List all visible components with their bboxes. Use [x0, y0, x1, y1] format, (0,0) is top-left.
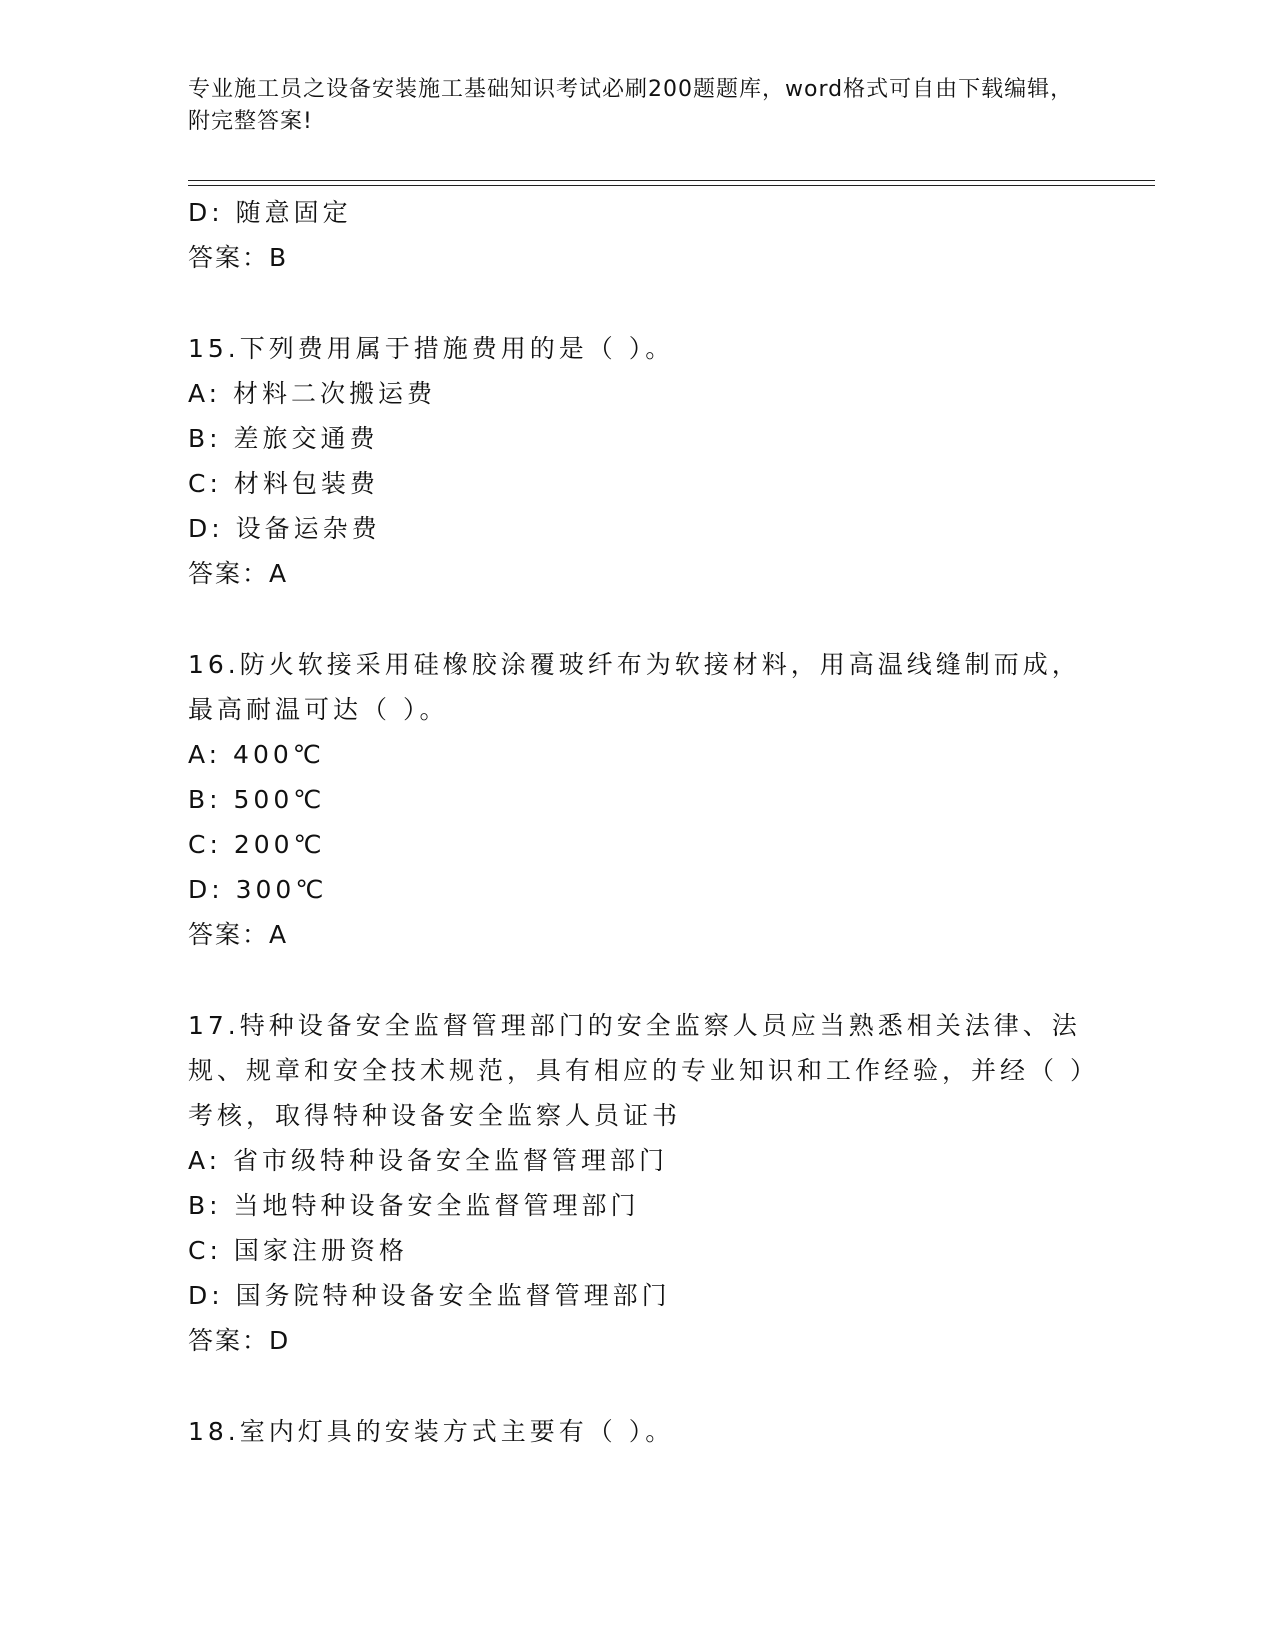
question-15-option-a: A: 材料二次搬运费 — [188, 379, 437, 408]
question-16-stem: 16.防火软接采用硅橡胶涂覆玻纤布为软接材料，用高温线缝制而成，最高耐温可达（ ）。 — [188, 650, 1081, 724]
question-15-stem: 15.下列费用属于措施费用的是（ ）。 — [188, 334, 675, 363]
question-17-answer: 答案：D — [188, 1326, 291, 1355]
question-17-option-a: A: 省市级特种设备安全监督管理部门 — [188, 1146, 669, 1175]
prev-option-d: D: 随意固定 — [188, 198, 352, 227]
question-17-option-d: D: 国务院特种设备安全监督管理部门 — [188, 1281, 671, 1310]
question-16-option-a: A: 400℃ — [188, 740, 325, 769]
question-16-option-c: C: 200℃ — [188, 830, 326, 859]
prev-answer: 答案：B — [188, 243, 289, 272]
header-rule-top — [188, 180, 1155, 181]
question-content — [188, 190, 1088, 1454]
question-16-answer: 答案：A — [188, 920, 289, 949]
question-15-option-d: D: 设备运杂费 — [188, 514, 381, 543]
question-15-answer: 答案：A — [188, 559, 289, 588]
question-18-stem: 18.室内灯具的安装方式主要有（ ）。 — [188, 1417, 675, 1446]
question-15-option-b: B: 差旅交通费 — [188, 424, 379, 453]
question-15-option-c: C: 材料包装费 — [188, 469, 379, 498]
document-header: 专业施工员之设备安装施工基础知识考试必刷200题题库，word格式可自由下载编辑，附完整答案! — [188, 77, 1074, 134]
question-17-stem: 17.特种设备安全监督管理部门的安全监察人员应当熟悉相关法律、法规、规章和安全技术规范，具有相应的专业知识和工作经验，并经（ ）考核，取得特种设备安全监察人员证书 — [188, 1011, 1087, 1130]
question-16-option-b: B: 500℃ — [188, 785, 326, 814]
question-17-option-b: B: 当地特种设备安全监督管理部门 — [188, 1191, 640, 1220]
question-16-option-d: D: 300℃ — [188, 875, 328, 904]
question-17-option-c: C: 国家注册资格 — [188, 1236, 408, 1265]
header-rule-bottom — [188, 185, 1155, 186]
